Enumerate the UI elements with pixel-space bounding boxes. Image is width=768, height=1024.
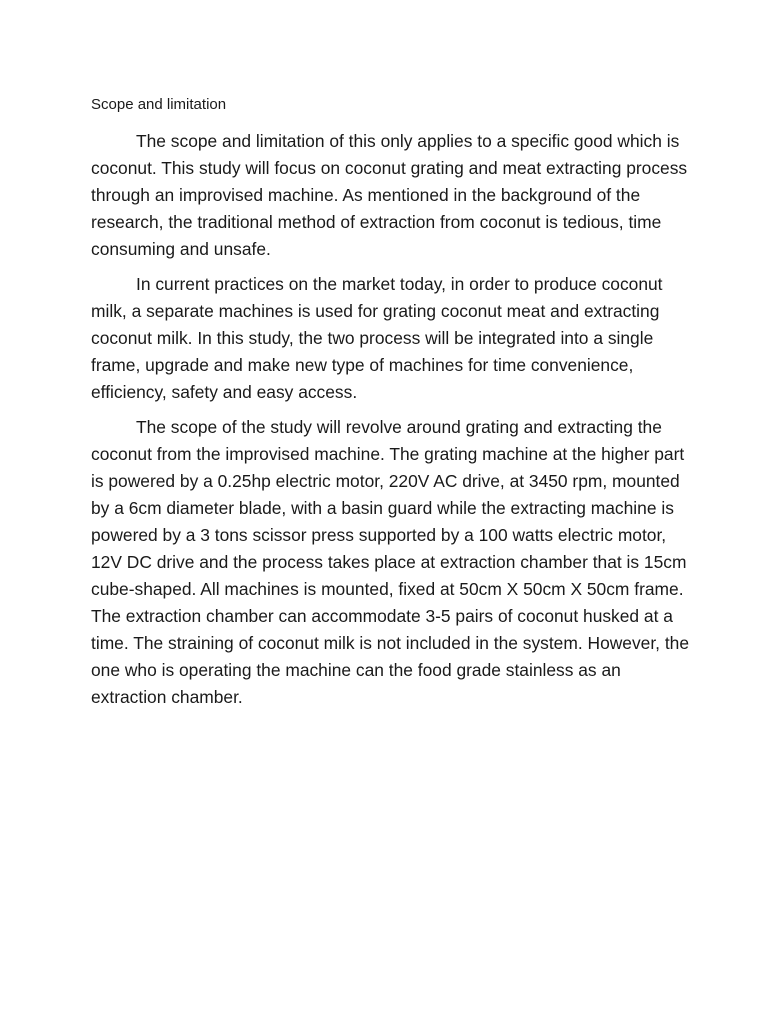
paragraph-study-scope: The scope of the study will revolve around grating and extracting the coconut from the improvised machine. The grating machine at the higher part is powered by a 0.25hp electric motor, 220V AC drive, at 3450 rpm, mounted by a 6cm diameter blade, with a basin guard while the extracting machine is powered by a 3 tons scissor press supported by a 100 watts electric motor, 12V DC drive and the process takes place at extraction chamber that is 15cm cube-shaped. All machines is mounted, fixed at 50cm X 50cm X 50cm frame. The extraction chamber can accommodate 3-5 pairs of coconut husked at a time. The straining of coconut milk is not included in the system. However, the one who is operating the machine can the food grade stainless as an extraction chamber.	[91, 417, 690, 707]
section-body	[91, 128, 691, 719]
section-heading: Scope and limitation	[91, 96, 227, 113]
paragraph-current-practices: In current practices on the market today, in order to produce coconut milk, a separate machines is used for grating coconut meat and extracting coconut milk. In this study, the two process will be integrated into a single frame, upgrade and make new type of machines for time convenience, efficiency, safety and easy access.	[91, 274, 663, 402]
paragraph-scope-limitation: The scope and limitation of this only applies to a specific good which is coconut. This study will focus on coconut grating and meat extracting process through an improvised machine. As mentioned in the background of the research, the traditional method of extraction from coconut is tedious, time consuming and unsafe.	[91, 131, 688, 259]
